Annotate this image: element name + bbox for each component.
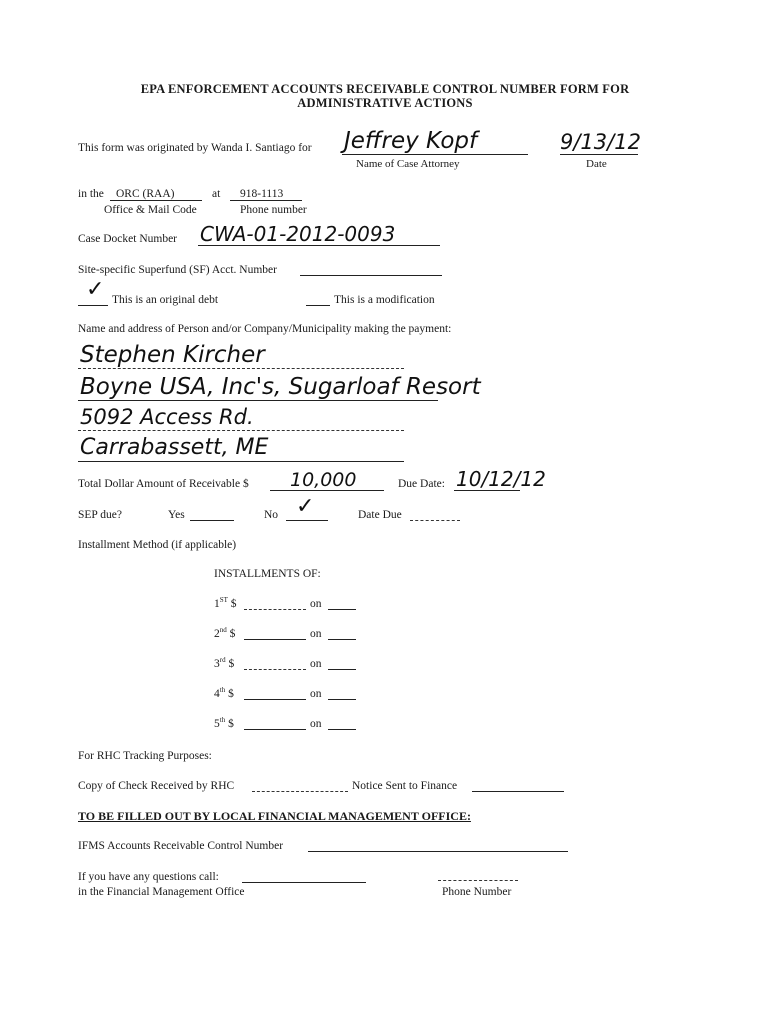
payer-line-4: Carrabassett, ME [80,435,269,460]
notice-sent-label: Notice Sent to Finance [352,780,458,792]
attorney-name-line [342,154,528,155]
installment-suffix: th [219,686,226,695]
notice-sent-line [472,791,564,792]
installment-suffix: rd [219,656,226,665]
payer-line-3: 5092 Access Rd. [80,405,254,429]
date-due-label: Date Due [358,509,402,521]
payer-line-1: Stephen Kircher [80,342,265,368]
phone-value: 918-1113 [240,188,284,200]
installment-on-label: on [310,688,322,700]
installment-dollar: $ [228,688,234,700]
installment-amount-line [244,729,306,730]
due-date-label: Due Date: [398,478,445,490]
original-debt-line [78,305,108,306]
ifms-label: IFMS Accounts Receivable Control Number [78,840,284,852]
installment-num: 5 [214,718,220,730]
amount-handwritten: 10,000 [290,469,357,491]
modification-line [306,305,330,306]
phone-number-label: Phone number [240,204,307,216]
rhc-tracking-label: For RHC Tracking Purposes: [78,750,212,762]
payer-line-2-rule [78,400,438,401]
modification-label: This is a modification [334,294,435,306]
payer-line-3-rule [78,430,404,431]
installment-on-label: on [310,628,322,640]
local-fm-header: TO BE FILLED OUT BY LOCAL FINANCIAL MANAGEMENT OFFICE: [78,809,471,823]
date-due-line [410,520,460,521]
office-value: ORC (RAA) [116,188,175,200]
sep-no-line [286,520,328,521]
due-date-handwritten: 10/12/12 [456,467,546,491]
in-the-label: in the [78,188,104,200]
total-amount-label: Total Dollar Amount of Receivable $ [78,478,249,490]
installment-on-label: on [310,598,322,610]
installment-dollar: $ [230,598,237,610]
installment-suffix: nd [219,626,227,635]
original-debt-check: ✓ [86,277,105,302]
due-date-line [454,490,520,491]
questions-label: If you have any questions call: [78,871,219,883]
installment-num: 1 [214,598,220,610]
installment-dollar: $ [228,718,234,730]
docket-number-handwritten: CWA-01-2012-0093 [200,222,396,246]
payer-line-2: Boyne USA, Inc's, Sugarloaf Resort [80,374,481,400]
payer-line-4-rule [78,461,404,462]
installment-amount-line [244,669,306,670]
superfund-acct-label: Site-specific Superfund (SF) Acct. Number [78,264,277,276]
installment-date-line [328,669,356,670]
installment-dollar: $ [228,658,235,670]
case-docket-label: Case Docket Number [78,233,177,245]
originated-by-label: This form was originated by Wanda I. Santiago for [78,142,312,154]
installment-suffix: ST [219,596,228,605]
installment-suffix: th [219,716,226,725]
sep-due-label: SEP due? [78,509,122,521]
installment-dollar: $ [229,628,236,640]
phone-number-label-2: Phone Number [442,886,512,898]
form-title-line2: ADMINISTRATIVE ACTIONS [297,96,473,110]
superfund-acct-line [300,275,442,276]
installment-amount-line [244,639,306,640]
installment-amount-line [244,699,306,700]
attorney-name-signature: Jeffrey Kopf [344,128,478,154]
date-line [560,154,638,155]
installment-date-line [328,699,356,700]
sep-no-check: ✓ [296,494,315,519]
original-debt-label: This is an original debt [112,294,219,306]
copy-check-label: Copy of Check Received by RHC [78,780,235,792]
payer-line-1-rule [78,368,404,369]
at-label: at [212,188,221,200]
copy-check-line [252,791,348,792]
name-address-label: Name and address of Person and/or Company/Municipality making the payment: [78,323,452,335]
installment-date-line [328,609,356,610]
docket-line [198,245,440,246]
phone-line [230,200,302,201]
date-label: Date [586,158,607,170]
case-attorney-label: Name of Case Attorney [356,158,460,170]
sep-yes-label: Yes [168,509,185,521]
installment-amount-line [244,609,306,610]
amount-line [270,490,384,491]
office-mail-code-label: Office & Mail Code [104,204,197,216]
fm-office-label: in the Financial Management Office [78,886,245,898]
sep-yes-line [190,520,234,521]
ifms-line [308,851,568,852]
installment-method-label: Installment Method (if applicable) [78,539,237,551]
questions-line [242,882,366,883]
installment-num: 4 [214,688,220,700]
installment-date-line [328,729,356,730]
sep-no-label: No [264,509,279,521]
date-handwritten: 9/13/12 [560,130,641,154]
installment-date-line [328,639,356,640]
office-line [110,200,202,201]
installments-of-label: INSTALLMENTS OF: [214,568,321,580]
phone-number-line [438,880,518,881]
installment-num: 3 [214,658,220,670]
installment-on-label: on [310,658,322,670]
installment-on-label: on [310,718,322,730]
installment-num: 2 [214,628,220,640]
form-title-line1: EPA ENFORCEMENT ACCOUNTS RECEIVABLE CONTROL NUMBER FORM FOR [140,82,630,96]
